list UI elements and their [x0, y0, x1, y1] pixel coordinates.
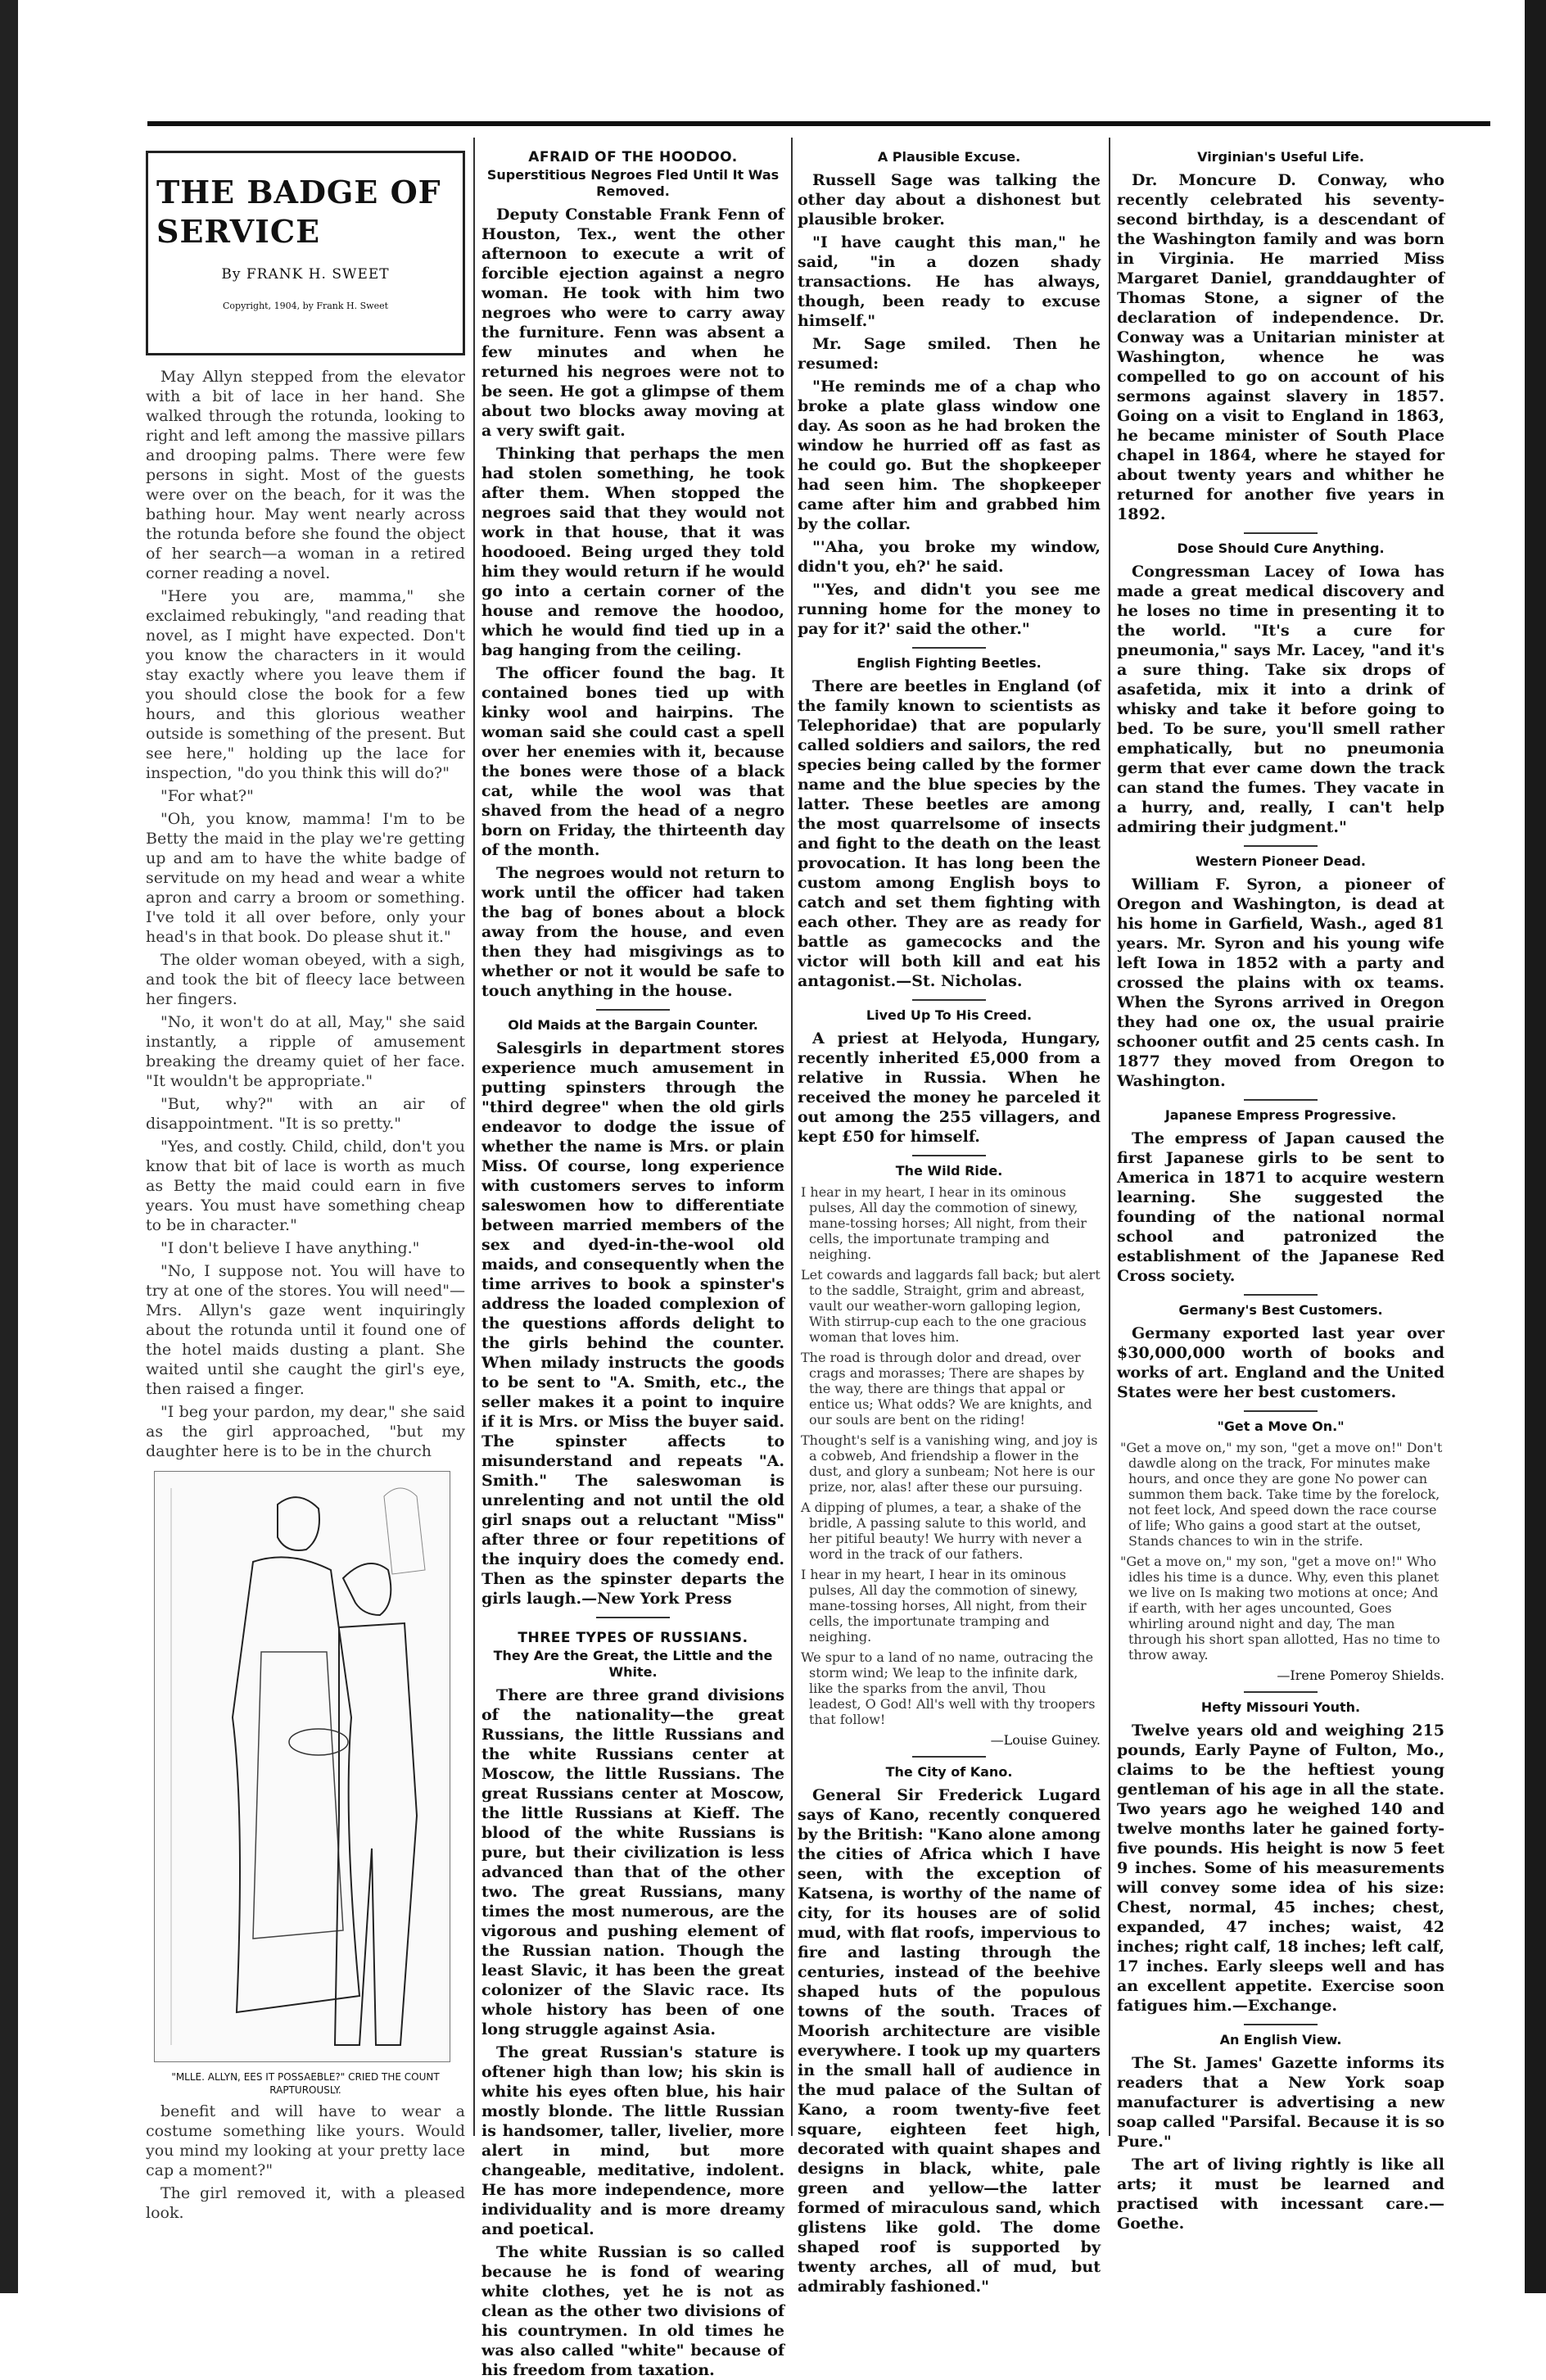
article-subtitle: Superstitious Negroes Fled Until It Was Removed. [486, 167, 780, 199]
article-paragraph: William F. Syron, a pioneer of Oregon and Washington, is dead at his home in Garfield, Wash., aged 81 years. Mr. Syron and his young wife left Iowa in 1852 with a party and crossed the plains with ox teams. When the Syrons arrived in Oregon they had one ox, the usual prairie schooner outfit and 25 cents cash. In 1877 they moved from Oregon to Washington. [1117, 876, 1444, 1090]
column-rule [1109, 138, 1110, 2136]
article-separator [1244, 1691, 1318, 1693]
article-separator [1244, 532, 1318, 534]
poem-stanza: I hear in my heart, I hear in its ominous pulses, All day the commotion of sinewy, mane-tossing horses; All night, from their cells, the importunate tramping and neighing. [801, 1184, 1087, 1262]
poem-stanza: Let cowards and laggards fall back; but alert to the saddle, Straight, grim and abreast, vault our weather-worn galloping legion, With stirrup-cup each to the one gracious woman that loves him. [801, 1267, 1101, 1345]
poem-stanza: "Get a move on," my son, "get a move on!" Who idles his time is a dunce. Why, even this planet we live on Is making two motions at once; And if earth, with her ages uncounted, Goes whirling around night and day, The man through his short span allotted, Has no time to throw away. [1120, 1554, 1440, 1663]
article-title: An English View. [1219, 2032, 1342, 2047]
article-paragraph: Russell Sage was talking the other day about a dishonest but plausible broker. [798, 171, 1101, 228]
column-rule [791, 138, 793, 2136]
story-paragraph: "Here you are, mamma," she exclaimed rebukingly, "and reading that novel, as I might have expected. Don't you know the characters in it would stay exactly where you leave them if you should close the book for a few hours, and this glorious weather outside is something of the present. But see here," holding up the lace for inspection, "do you think this will do?" [146, 587, 465, 782]
article-paragraph: "He reminds me of a chap who broke a plate glass window one day. As soon as he had broken the window he hurried off as fast as he could go. But the shopkeeper had seen him. The shopkeeper came after him and grabbed him by the collar. [798, 378, 1101, 533]
story-title-box [146, 151, 465, 355]
article-title: Dose Should Cure Anything. [1177, 541, 1385, 556]
article-paragraph: A priest at Helyoda, Hungary, recently inherited £5,000 from a relative in Russia. When he received the money he parceled it out among the 255 villagers, and kept £50 for himself. [798, 1029, 1101, 1146]
story-paragraph: benefit and will have to wear a costume something like yours. Would you mind my looking at your pretty lace cap a moment?" [146, 2102, 465, 2179]
story-paragraph: "Oh, you know, mamma! I'm to be Betty the maid in the play we're getting up and am to have the white badge of servitude on my head and wear a white apron and carry a broom or something. I've told it all over before, only your head's in that book. Do please shut it." [146, 810, 465, 946]
article-separator [596, 1617, 670, 1618]
story-paragraph: "I don't believe I have anything." [160, 1239, 420, 1257]
article-paragraph: General Sir Frederick Lugard says of Kano, recently conquered by the British: "Kano alone among the cities of Africa which I have seen, with the exception of Katsena, is worthy of the name of city, for its houses are of solid mud, with flat roofs, impervious to fire and lasting through the centuries, instead of the beehive shaped huts of the populous towns of the south. Traces of Moorish architecture are visible everywhere. I took up my quarters in the small hall of audience in the mud palace of the Sultan of Kano, a room twenty-five feet square, eighteen feet high, decorated with quaint shapes and designs in black, white, pale green and yellow—the latter formed of miraculous sand, which glistens like gold. The dome shaped roof is supported by twenty arches, all of mud, but admirably fashioned." [798, 1786, 1101, 2296]
article-paragraph: Salesgirls in department stores experience much amusement in putting spinsters through the "third degree" when the old girls endeavor to dodge the issue of whether the name is Mrs. or plain Miss. Of course, long experience with customers serves to inform saleswomen how to differentiate between married members of the sex and dyed-in-the-wool old maids, and consequently when the time arrives to book a spinster's address the loaded complexion of the questions affords delight to the girls behind the counter. When milady instructs the goods to be sent to "A. Smith, etc., the seller makes it a point to inquire if it is Mrs. or Miss the buyer said. The spinster affects to misunderstand and repeats "A. Smith." The saleswoman is unrelenting and not until the old girl snaps out a reluctant "Miss" after three or four repetitions of the inquiry does the comedy end. Then as the spinster departs the girls laugh.—New York Press [481, 1039, 784, 1608]
article-separator [1244, 1410, 1318, 1412]
article-paragraph: The art of living rightly is like all arts; it must be learned and practised with incessant care.—Goethe. [1117, 2156, 1444, 2233]
story-paragraph: "For what?" [160, 787, 254, 805]
column-1 [146, 138, 465, 2222]
article-title: Lived Up To His Creed. [866, 1007, 1033, 1023]
article-title: Western Pioneer Dead. [1195, 853, 1367, 869]
story-title: THE BADGE OF SERVICE [156, 174, 441, 250]
story-paragraph: "No, it won't do at all, May," she said instantly, a ripple of amusement breaking the dreamy quiet of her face. "It wouldn't be appropriate." [146, 1013, 465, 1090]
article-separator [912, 1155, 986, 1156]
article-title: Germany's Best Customers. [1178, 1302, 1383, 1318]
column-rule [473, 138, 475, 2136]
top-rule [147, 121, 1490, 126]
illustration-caption: "MLLE. ALLYN, EES IT POSSAEBLE?" CRIED THE COUNT RAPTUROUSLY. [171, 2071, 440, 2096]
article-paragraph: Mr. Sage smiled. Then he resumed: [798, 335, 1101, 373]
article-paragraph: "'Yes, and didn't you see me running home for the money to pay for it?' said the other." [798, 581, 1101, 638]
article-separator [912, 1756, 986, 1758]
article-paragraph: The officer found the bag. It contained bones tied up with kinky wool and hairpins. The woman said she could cast a spell over her enemies with it, because the bones were those of a black cat, while the wool was that shaved from the head of a negro born on Friday, the thirteenth day of the month. [481, 664, 784, 859]
story-copyright: Copyright, 1904, by Frank H. Sweet [222, 301, 389, 311]
article-separator [912, 647, 986, 649]
poem-stanza: I hear in my heart, I hear in its ominous pulses, All day the commotion of sinewy, mane-tossing horses, All night, from their cells, the importunate tramping and neighing. [801, 1567, 1087, 1645]
article-separator [1244, 1294, 1318, 1296]
article-title: THREE TYPES OF RUSSIANS. [518, 1630, 748, 1646]
article-paragraph: "'Aha, you broke my window, didn't you, eh?' he said. [798, 538, 1101, 576]
poem-signature: —Irene Pomeroy Shields. [1277, 1667, 1444, 1683]
article-title: Virginian's Useful Life. [1197, 149, 1364, 165]
poem-title: "Get a Move On." [1217, 1418, 1345, 1434]
story-paragraph: The girl removed it, with a pleased look. [146, 2184, 465, 2222]
article-paragraph: The negroes would not return to work until the officer had taken the bag of bones about a block away from the house, and even then they had misgivings as to whether or not it would be safe to touch anything in the house. [481, 864, 784, 1000]
story-paragraph: The older woman obeyed, with a sigh, and took the bit of fleecy lace between her fingers. [146, 951, 465, 1008]
article-paragraph: Twelve years old and weighing 215 pounds, Early Payne of Fulton, Mo., claims to be the heftiest young gentleman of his age in all the state. Two years ago he weighed 140 and twelve months later he gained forty-five pounds. His height is now 5 feet 9 inches. Some of his measurements will convey some idea of his size: Chest, normal, 45 inches; chest, expanded, 47 inches; waist, 42 inches; right calf, 18 inches; left calf, 17 inches. Early sleeps well and has an excellent appetite. Exercise soon fatigues him.—Exchange. [1117, 1722, 1444, 2015]
article-title: Old Maids at the Bargain Counter. [508, 1017, 758, 1033]
article-paragraph: There are three grand divisions of the nationality—the great Russians, the little Russians and the white Russians center at Moscow, the little Russians. The great Russians center at Moscow, the little Russians at Kieff. The blood of the white Russians is pure, but their civilization is less advanced than that of the other two. The great Russians, many times the most numerous, are the vigorous and pushing element of the Russian nation. Though the least Slavic, it has been the great colonizer of the Slavic race. Its whole history has been of one long struggle against Asia. [481, 1686, 784, 2038]
poem-stanza: Thought's self is a vanishing wing, and joy is a cobweb, And friendship a flower in the dust, and glory a sunbeam; Not here is our prize, nor, alas! after these our pursuing. [801, 1432, 1098, 1495]
article-paragraph: There are beetles in England (of the family known to scientists as Telephoridae) that are popularly called soldiers and sailors, the red species being called by the former name and the blue species by the latter. These beetles are among the most quarrelsome of insects and fight to the death on the least provocation. It has long been the custom among English boys to catch and set them fighting with each other. They are as ready for battle as gamecocks and the victor will both kill and eat his antagonist.—St. Nicholas. [798, 677, 1101, 990]
article-title: Hefty Missouri Youth. [1200, 1699, 1361, 1715]
article-separator [1244, 845, 1318, 847]
article-paragraph: Dr. Moncure D. Conway, who recently celebrated his seventy-second birthday, is a descendant of the Washington family and was born in Virginia. He married Miss Margaret Daniel, granddaughter of Thomas Stone, a signer of the declaration of independence. Dr. Conway was a Unitarian minister at Washington, whence he was compelled to go on account of his sermons against slavery in 1857. Going on a visit to England in 1863, he became minister of South Place chapel in 1864, where he stayed for about twenty years and whither he returned for another five years in 1892. [1117, 171, 1444, 523]
story-paragraph: "No, I suppose not. You will have to try at one of the stores. You will need"— Mrs. Allyn's gaze went inquiringly about the rotunda until it found one of the hotel maids dusting a plant. She waited until she caught the girl's eye, then raised a finger. [146, 1262, 465, 1398]
article-separator [912, 999, 986, 1001]
story-paragraph: "Yes, and costly. Child, child, don't you know that bit of lace is worth as much as Betty the maid could earn in five years. You must have something cheap to be in character." [146, 1138, 465, 1234]
article-separator [596, 1009, 670, 1011]
poem-stanza: We spur to a land of no name, outracing the storm wind; We leap to the infinite dark, like the sparks from the anvil, Thou leadest, O God! All's well with thy troopers that follow! [801, 1649, 1096, 1727]
article-title: The City of Kano. [885, 1764, 1013, 1780]
poem [798, 1163, 1101, 1748]
column-4 [1117, 138, 1444, 2233]
article-paragraph: The empress of Japan caused the first Japanese girls to be sent to America in 1871 to acquire western learning. She suggested the founding of the national normal school and patronized the establishment of the Japanese Red Cross society. [1117, 1129, 1444, 1285]
article-paragraph: Thinking that perhaps the men had stolen something, he took after them. When stopped the negroes said that they would not work in that house, that it was hoodooed. Being urged they told him they would return if he would go into a certain corner of the house and remove the hoodoo, which he would find tied up in a bag hanging from the ceiling. [481, 445, 784, 659]
article-paragraph: Congressman Lacey of Iowa has made a great medical discovery and he loses no time in presenting it to the world. "It's a cure for pneumonia," says Mr. Lacey, "and it's a sure thing. Take six drops of asafetida, mix it into a drink of whisky and take it before going to bed. To be sure, you'll smell rather emphatically, but no pneumonia germ that ever came down the track can stand the fumes. They vacate in a hurry, and, really, I can't help admiring their judgment." [1117, 563, 1444, 836]
poem-stanza: "Get a move on," my son, "get a move on!" Don't dawdle along on the track, For minutes make hours, and once they are gone No power can summon them back. Take time by the forelock, not feet lock, And speed down the race course of life; Who gains a good start at the outset, Stands chances to win in the strife. [1120, 1440, 1443, 1549]
story-byline: By FRANK H. SWEET [221, 266, 390, 283]
scan-edge-right [1525, 0, 1546, 2293]
article-separator [1244, 1099, 1318, 1101]
poem-stanza: A dipping of plumes, a tear, a shake of the bridle, A passing salute to this world, and her pitiful beauty! We hurry with never a word in the track of our fathers. [801, 1500, 1087, 1562]
article-title: English Fighting Beetles. [857, 655, 1042, 671]
poem [1117, 1418, 1444, 1683]
article-paragraph: "I have caught this man," he said, "in a dozen shady transactions. He has always, though, been ready to excuse himself." [798, 233, 1101, 330]
story-paragraph: May Allyn stepped from the elevator with a bit of lace in her hand. She walked through the rotunda, looking to right and left among the massive pillars and drooping palms. There were few persons in sight. Most of the guests were over on the beach, for it was the bathing hour. May went nearly across the rotunda before she found the object of her search—a woman in a retired corner reading a novel. [146, 368, 465, 582]
story-paragraph: "But, why?" with an air of disappointment. "It is so pretty." [146, 1095, 465, 1133]
article-paragraph: Germany exported last year over $30,000,000 worth of books and works of art. England and the United States were her best customers. [1117, 1324, 1444, 1401]
article-separator [1244, 2024, 1318, 2025]
article-title: Japanese Empress Progressive. [1164, 1107, 1397, 1123]
poem-title: The Wild Ride. [895, 1163, 1003, 1179]
article-subtitle: They Are the Great, the Little and the White. [493, 1648, 773, 1680]
article-paragraph: The St. James' Gazette informs its readers that a New York soap manufacturer is advertising a new soap called "Parsifal. Because it is so Pure." [1117, 2054, 1444, 2151]
article-title: AFRAID OF THE HOODOO. [528, 149, 738, 165]
scan-edge-left [0, 0, 18, 2293]
poem-signature: —Louise Guiney. [990, 1732, 1101, 1748]
column-2 [481, 138, 784, 2379]
story-illustration [154, 1471, 450, 2062]
article-paragraph: The great Russian's stature is oftener high than low; his skin is white his eyes often blue, his hair mostly blonde. The little Russian is handsomer, taller, livelier, more alert in mind, but more changeable, meditative, indolent. He has more independence, more individuality and is more dreamy and poetical. [481, 2043, 784, 2238]
article-paragraph: The white Russian is so called because he is fond of wearing white clothes, yet he is not as clean as the other two divisions of his countrymen. In old times he was also called "white" because of his freedom from taxation. [481, 2243, 784, 2379]
article-title: A Plausible Excuse. [877, 149, 1021, 165]
story-paragraph: "I beg your pardon, my dear," she said as the girl approached, "but my daughter here is to be in the church [146, 1403, 465, 1460]
article-paragraph: Deputy Constable Frank Fenn of Houston, Tex., went the other afternoon to execute a writ of forcible ejection against a negro woman. He took with him two negroes who were to carry away the furniture. Fenn was absent a few minutes and when he returned his negroes were not to be seen. He got a glimpse of them about two blocks away moving at a very swift gait. [481, 206, 784, 440]
column-3 [798, 138, 1101, 2296]
poem-stanza: The road is through dolor and dread, over crags and morasses; There are shapes by the way, there are things that appal or entice us; What odds? We are knights, and our souls are bent on the riding! [801, 1350, 1092, 1428]
